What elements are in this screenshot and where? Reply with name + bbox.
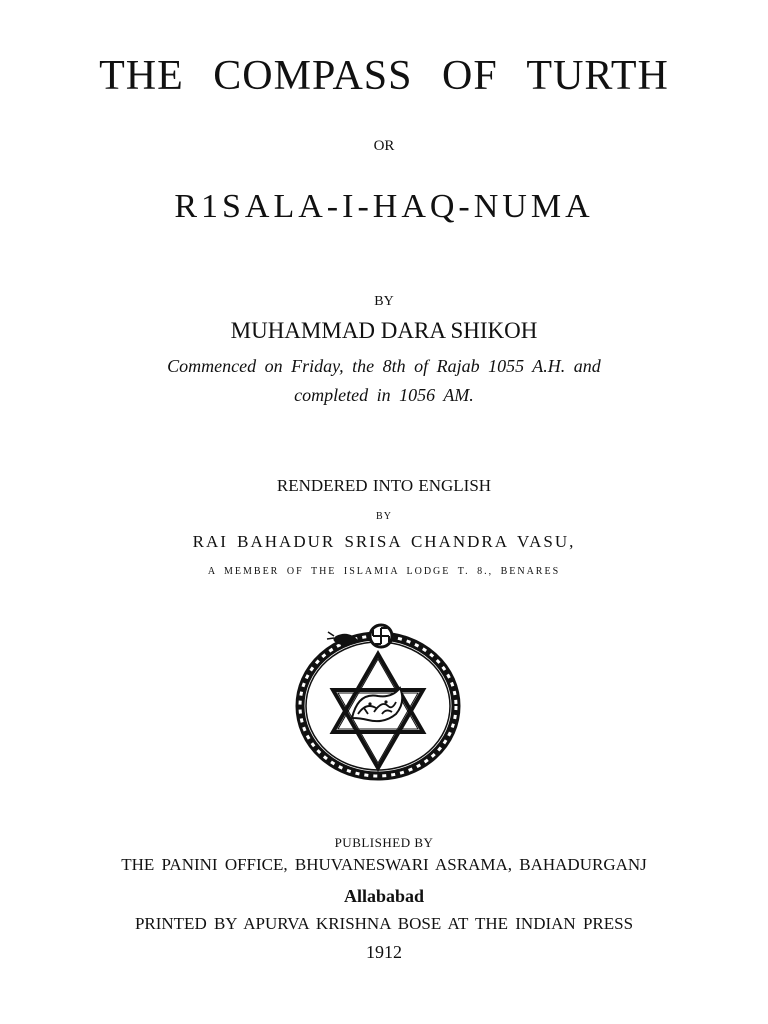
composition-note-line-1: Commenced on Friday, the 8th of Rajab 1055 A.H. and — [167, 356, 601, 376]
by-label: BY — [374, 294, 394, 309]
author-name: MUHAMMAD DARA SHIKOH — [230, 318, 538, 343]
book-title: THE COMPASS OF TURTH — [99, 53, 669, 99]
translation-note: RENDERED INTO ENGLISH — [276, 476, 492, 495]
printer-note: PRINTED BY APURVA KRISHNA BOSE AT THE INDIAN PRESS — [134, 914, 634, 933]
publication-year: 1912 — [366, 942, 402, 962]
composition-note-line-2: completed in 1056 AM. — [294, 385, 474, 405]
book-subtitle: R1SALA-I-HAQ-NUMA — [174, 188, 594, 225]
title-connector: OR — [373, 138, 395, 154]
translator-by-label: BY — [376, 511, 392, 522]
publisher-address: THE PANINI OFFICE, BHUVANESWARI ASRAMA, BAHADURGANJ — [121, 855, 647, 874]
ouroboros-hexagram-emblem-icon — [288, 622, 468, 782]
translator-affiliation: A MEMBER OF THE ISLAMIA LODGE T. 8., BENARES — [207, 566, 561, 577]
publication-city: Allababad — [343, 886, 425, 906]
translator-name: RAI BAHADUR SRISA CHANDRA VASU, — [192, 532, 576, 551]
published-by-label: PUBLISHED BY — [334, 835, 434, 850]
